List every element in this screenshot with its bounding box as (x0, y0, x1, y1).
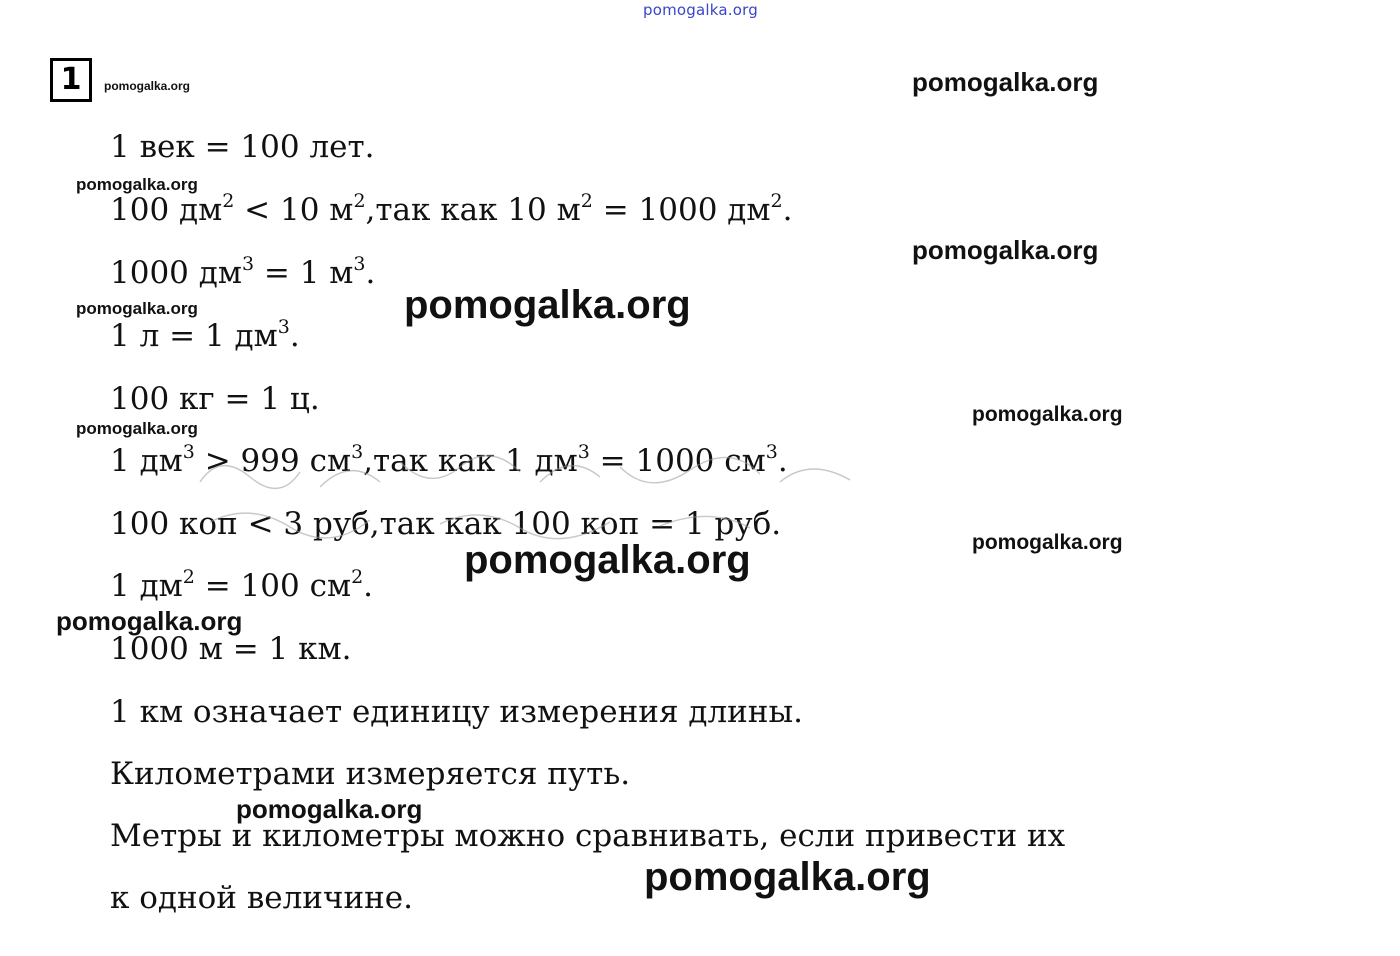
watermark: pomogalka.org (972, 403, 1123, 426)
exponent: 2 (222, 190, 235, 212)
line-text: ,так как 1 дм (363, 443, 578, 479)
line-text: = 1000 дм (592, 192, 771, 228)
exponent: 2 (353, 190, 366, 212)
watermark: pomogalka.org (404, 283, 691, 327)
line-text: = 1000 см (589, 443, 766, 479)
content-line (110, 190, 793, 228)
content-line (110, 818, 1066, 854)
line-text: . (289, 318, 300, 354)
watermark: pomogalka.org (912, 67, 1099, 97)
line-text: > 999 см (194, 443, 352, 479)
content-line (110, 381, 320, 417)
line-text: 100 кг = 1 ц. (110, 381, 320, 417)
line-text: = 100 см (194, 568, 352, 604)
line-text: 100 дм (110, 192, 223, 228)
line-text: < 10 м (234, 192, 354, 228)
watermark: pomogalka.org (76, 175, 198, 194)
content-line (110, 631, 352, 667)
content-line (110, 694, 803, 730)
watermark: pomogalka.org (912, 235, 1099, 265)
exponent: 3 (765, 441, 778, 463)
line-text: Километрами измеряется путь. (110, 756, 631, 792)
exponent: 3 (351, 441, 364, 463)
exponent: 2 (182, 566, 195, 588)
line-text: 1 век = 100 лет. (110, 129, 375, 165)
line-text: 1 км означает единицу измерения длины. (110, 694, 803, 730)
line-text: . (363, 568, 374, 604)
exponent: 3 (577, 441, 590, 463)
task-number: 1 (50, 58, 92, 102)
line-text: . (782, 192, 793, 228)
content-line (110, 566, 374, 604)
line-text: . (365, 255, 376, 291)
exponent: 3 (277, 316, 290, 338)
exponent: 3 (241, 253, 255, 275)
line-text: Метры и километры можно сравнивать, если привести их (110, 818, 1066, 854)
content-line (110, 756, 631, 792)
line-text: 1 дм (110, 568, 183, 604)
watermark: pomogalka.org (76, 299, 198, 318)
line-text: = 1 м (254, 255, 354, 291)
line-text: к одной величине. (110, 880, 413, 916)
watermark: pomogalka.org (236, 794, 423, 824)
content-line (110, 316, 300, 354)
line-text: 1 дм (110, 443, 183, 479)
watermark: pomogalka.org (76, 419, 198, 438)
line-text: 100 коп < 3 руб,так как 100 коп = 1 руб. (110, 506, 782, 542)
exponent: 2 (351, 566, 364, 588)
watermark: pomogalka.org (56, 606, 243, 636)
exponent: 2 (770, 190, 783, 212)
exponent: 2 (580, 190, 593, 212)
content-line (110, 253, 376, 291)
line-text: 1000 дм (110, 255, 242, 291)
line-text: 1 л = 1 дм (110, 318, 278, 354)
header-watermark: pomogalka.org (643, 1, 758, 19)
watermark: pomogalka.org (104, 79, 191, 93)
exponent: 3 (353, 253, 366, 275)
watermark: pomogalka.org (464, 538, 751, 582)
content-line (110, 129, 375, 165)
watermark: pomogalka.org (972, 531, 1123, 554)
content-line (110, 880, 413, 916)
line-text: ,так как 10 м (365, 192, 581, 228)
watermark: pomogalka.org (644, 855, 931, 899)
exponent: 3 (182, 441, 195, 463)
line-text: 1000 м = 1 км. (110, 631, 352, 667)
ghost-scribble (190, 442, 870, 542)
line-text: . (777, 443, 788, 479)
